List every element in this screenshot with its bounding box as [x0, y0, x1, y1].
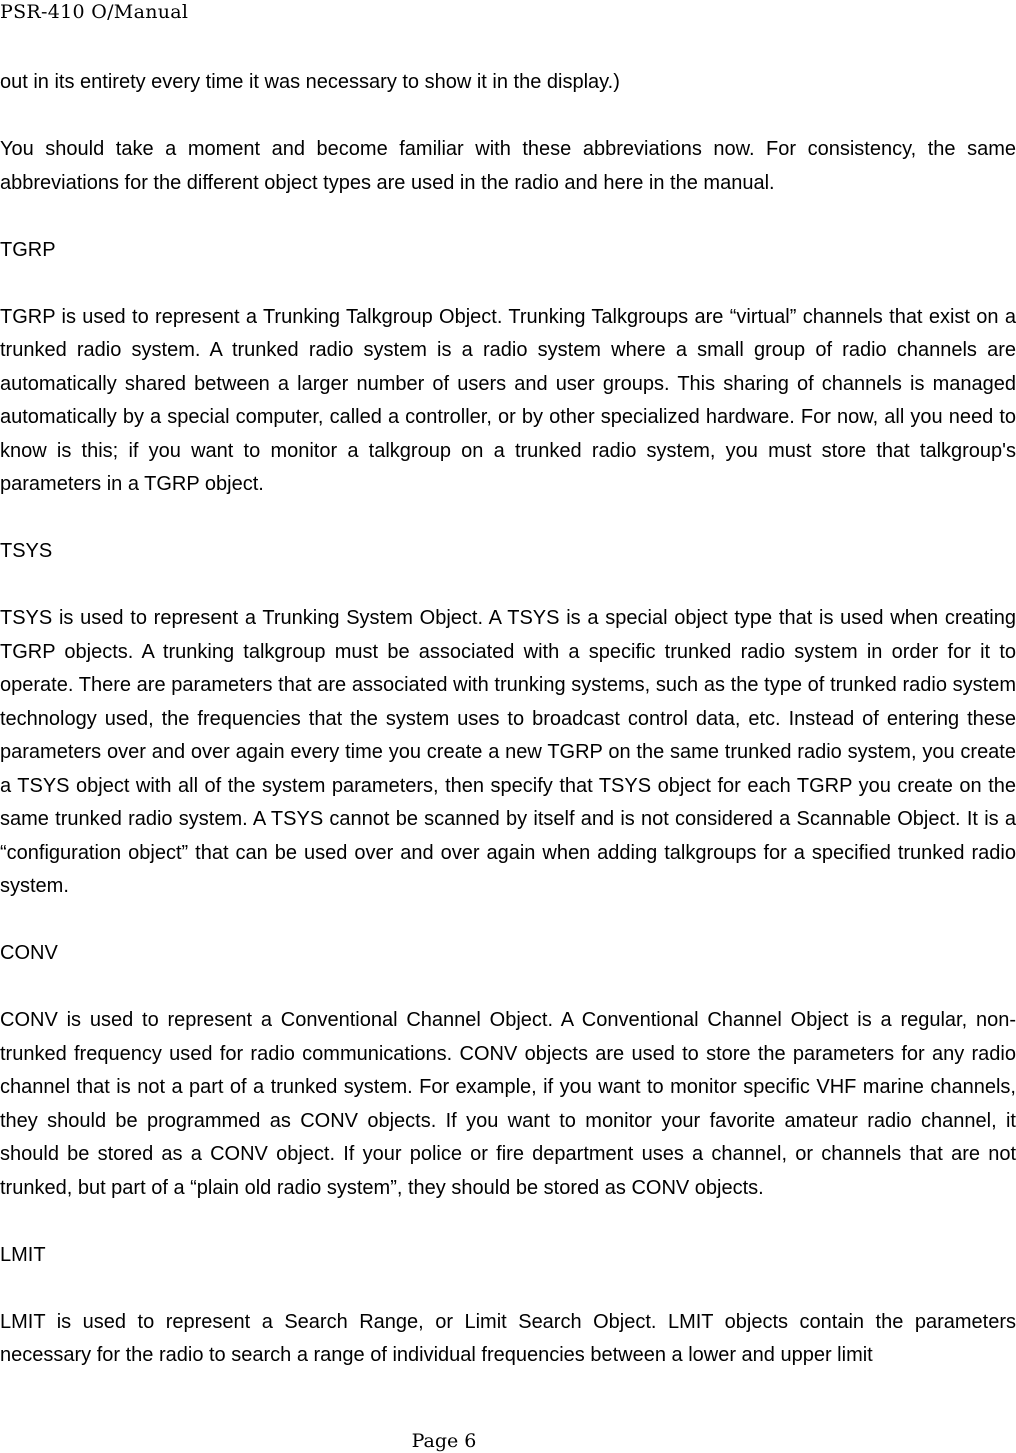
section-heading-tgrp: TGRP: [0, 238, 56, 261]
running-header: PSR-410 O/Manual: [0, 1, 189, 23]
section-text-tgrp: TGRP is used to represent a Trunking Talkgroup Object. Trunking Talkgroups are “virtual” channels that exist on a trunked radio system. A trunked radio system is a radio system where a small group of radio channels are automatically shared between a larger number of users and user groups. This sharing of channels is managed automatically by a special computer, called a controller, or by other specialized hardware. For now, all you need to know is this; if you want to monitor a talkgroup on a trunked radio system, you must store that talkgroup's parameters in a TGRP object.: [0, 305, 1016, 495]
intro-paragraph: You should take a moment and become familiar with these abbreviations now. For consistency, the same abbreviations for the different object types are used in the radio and here in the manual.: [0, 138, 1016, 194]
section-heading-lmit: LMIT: [0, 1243, 46, 1266]
page-body: [0, 66, 1016, 1406]
section-text-lmit: LMIT is used to represent a Search Range, or Limit Search Object. LMIT objects contain the parameters necessary for the radio to search a range of individual frequencies between a lower and upper limit: [0, 1310, 1016, 1366]
page-number: Page 6: [411, 1430, 477, 1452]
section-heading-tsys: TSYS: [0, 540, 53, 562]
section-heading-conv: CONV: [0, 942, 58, 964]
intro-continuation-paragraph: out in its entirety every time it was necessary to show it in the display.): [0, 71, 620, 93]
section-text-tsys: TSYS is used to represent a Trunking System Object. A TSYS is a special object type that is used when creating TGRP objects. A trunking talkgroup must be associated with a specific trunked radio system in order for it to operate. There are parameters that are associated with trunking systems, such as the type of trunked radio system technology used, the frequencies that the system uses to broadcast control data, etc. Instead of entering these parameters over and over again every time you create a new TGRP on the same trunked radio system, you create a TSYS object with all of the system parameters, then specify that TSYS object for each TGRP you create on the same trunked radio system. A TSYS cannot be scanned by itself and is not considered a Scannable Object. It is a “configuration object” that can be used over and over again when adding talkgroups for a specified trunked radio system.: [0, 607, 1016, 897]
section-text-conv: CONV is used to represent a Conventional Channel Object. A Conventional Channel Object is a regular, non-trunked frequency used for radio communications. CONV objects are used to store the parameters for any radio channel that is not a part of a trunked system. For example, if you want to monitor specific VHF marine channels, they should be programmed as CONV objects. If you want to monitor your favorite amateur radio channel, it should be stored as a CONV object. If your police or fire department uses a channel, or channels that are not trunked, but part of a “plain old radio system”, they should be stored as CONV objects.: [0, 1009, 1016, 1199]
